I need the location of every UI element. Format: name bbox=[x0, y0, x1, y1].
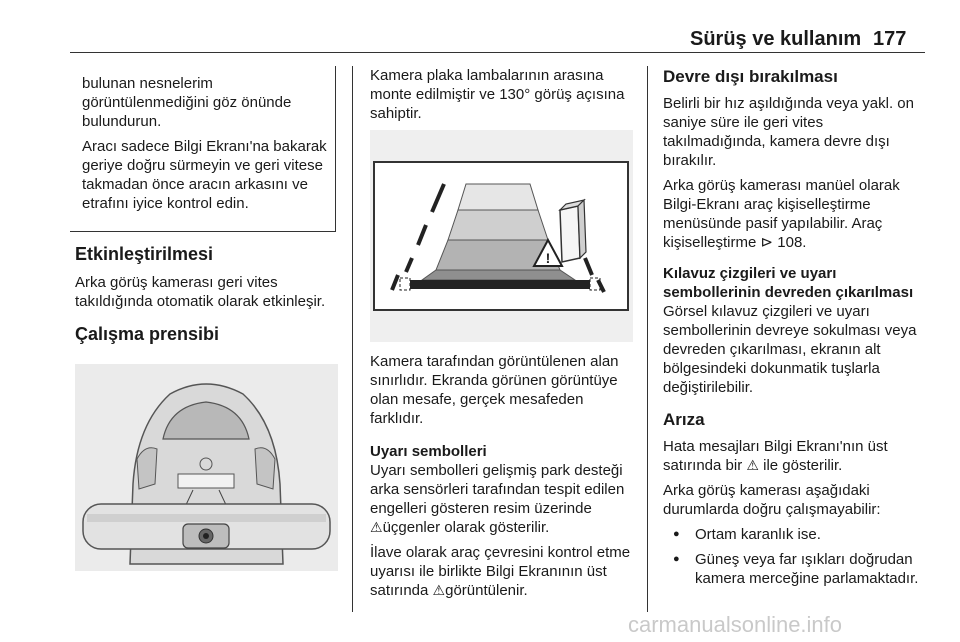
column-2 bbox=[370, 66, 635, 129]
page-number: 177 bbox=[873, 28, 907, 50]
section-title: Sürüş ve kullanım bbox=[690, 28, 862, 50]
column-divider bbox=[352, 66, 353, 612]
column-3 bbox=[663, 66, 928, 594]
symbols-text bbox=[370, 461, 635, 537]
extra-text bbox=[370, 543, 635, 600]
fault-text-pre: Hata mesajları Bilgi Ekranı'nın üst satırında bir bbox=[663, 438, 888, 474]
conditions-list bbox=[663, 525, 928, 588]
fault-text-post: ile gösterilir. bbox=[763, 457, 843, 474]
activation-heading: Etkinleştirilmesi bbox=[75, 244, 214, 264]
range-text: Kamera tarafından görüntülenen alan sınırlıdır. Ekranda görünen görüntüye olan mesafe, gerçek mesafeden farklıdır. bbox=[370, 353, 619, 427]
page-ref-link[interactable]: 108. bbox=[777, 234, 807, 251]
manual-text bbox=[663, 176, 928, 252]
guide-lines-illustration bbox=[370, 130, 633, 342]
header-rule bbox=[70, 52, 925, 53]
column-1 bbox=[75, 243, 340, 353]
guide-text: Görsel kılavuz çizgileri ve uyarı sembollerinin devreye sokulması veya devreden çıkarılması, ekranın alt bölgesindeki dokunmatik tuşlarla değiştirilebilir. bbox=[663, 303, 917, 396]
symbols-text-pre: Uyarı sembolleri gelişmiş park desteği arka sensörleri tarafından tespit edilen engelleri gösteren resim üzerinde bbox=[370, 462, 625, 517]
symbols-text-post: üçgenler olarak gösterilir. bbox=[382, 519, 550, 536]
column-2-body bbox=[370, 352, 635, 606]
conditions-intro: Arka görüş kamerası aşağıdaki durumlarda doğru çalışmayabilir: bbox=[663, 482, 881, 518]
principle-heading: Çalışma prensibi bbox=[75, 324, 220, 344]
list-item: ● Ortam karanlık ise. bbox=[663, 525, 928, 544]
warning-text: bulunan nesnelerim görüntülenmediğini göz önünde bulundurun. bbox=[82, 75, 292, 130]
activation-text: Arka görüş kamerası geri vites takıldığında otomatik olarak etkinleşir. bbox=[75, 274, 326, 310]
deactivation-text: Belirli bir hız aşıldığında veya yakl. on saniye süre ile geri vites takılmadığında, kamera devre dışı bırakılır. bbox=[663, 95, 914, 169]
extra-text-post: görüntülenir. bbox=[445, 582, 528, 599]
extra-text-pre: İlave olarak araç çevresini kontrol etme uyarısı ile birlikte Bilgi Ekranının üst satırında bbox=[370, 544, 631, 599]
car-rear-camera-illustration bbox=[75, 364, 338, 571]
warning-triangle-icon: ⚠ bbox=[370, 519, 383, 535]
list-item: ● Güneş veya far ışıkları doğrudan kamera merceğine parlamaktadır. bbox=[663, 550, 928, 588]
camera-intro-text: Kamera plaka lambalarının arasına monte edilmiştir ve 130° görüş açısına sahiptir. bbox=[370, 67, 625, 122]
camera-display-icon bbox=[370, 130, 633, 342]
fault-heading: Arıza bbox=[663, 410, 705, 429]
car-rear-icon bbox=[75, 364, 338, 571]
guide-heading-line-1: Kılavuz çizgileri ve uyarı bbox=[663, 265, 837, 282]
warning-text: Aracı sadece Bilgi Ekranı'na bakarak geriye doğru sürmeyin ve geri vitese takmadan önce aracın arkasını ve etrafını iyice kontrol edin. bbox=[82, 138, 327, 212]
warning-triangle-icon: ⚠ bbox=[746, 457, 759, 473]
symbols-heading: Uyarı sembolleri bbox=[370, 443, 487, 460]
watermark: carmanualsonline.info bbox=[628, 612, 843, 637]
guide-heading-line-2: sembollerinin devreden çıkarılması bbox=[663, 284, 914, 301]
column-divider bbox=[647, 66, 648, 612]
guide-heading bbox=[663, 264, 928, 302]
deactivation-heading: Devre dışı bırakılması bbox=[663, 67, 838, 86]
fault-text bbox=[663, 437, 928, 475]
warning-triangle-icon: ⚠ bbox=[432, 582, 446, 598]
manual-text-pre: Arka görüş kamerası manüel olarak Bilgi-Ekranı araç kişiselleştirme menüsünde pasif yapılabilir. Araç kişiselleştirme bbox=[663, 177, 900, 251]
warning-box bbox=[70, 66, 336, 232]
page-ref-arrow-icon: ⊳ bbox=[760, 234, 774, 251]
svg-text:!: ! bbox=[545, 250, 551, 266]
